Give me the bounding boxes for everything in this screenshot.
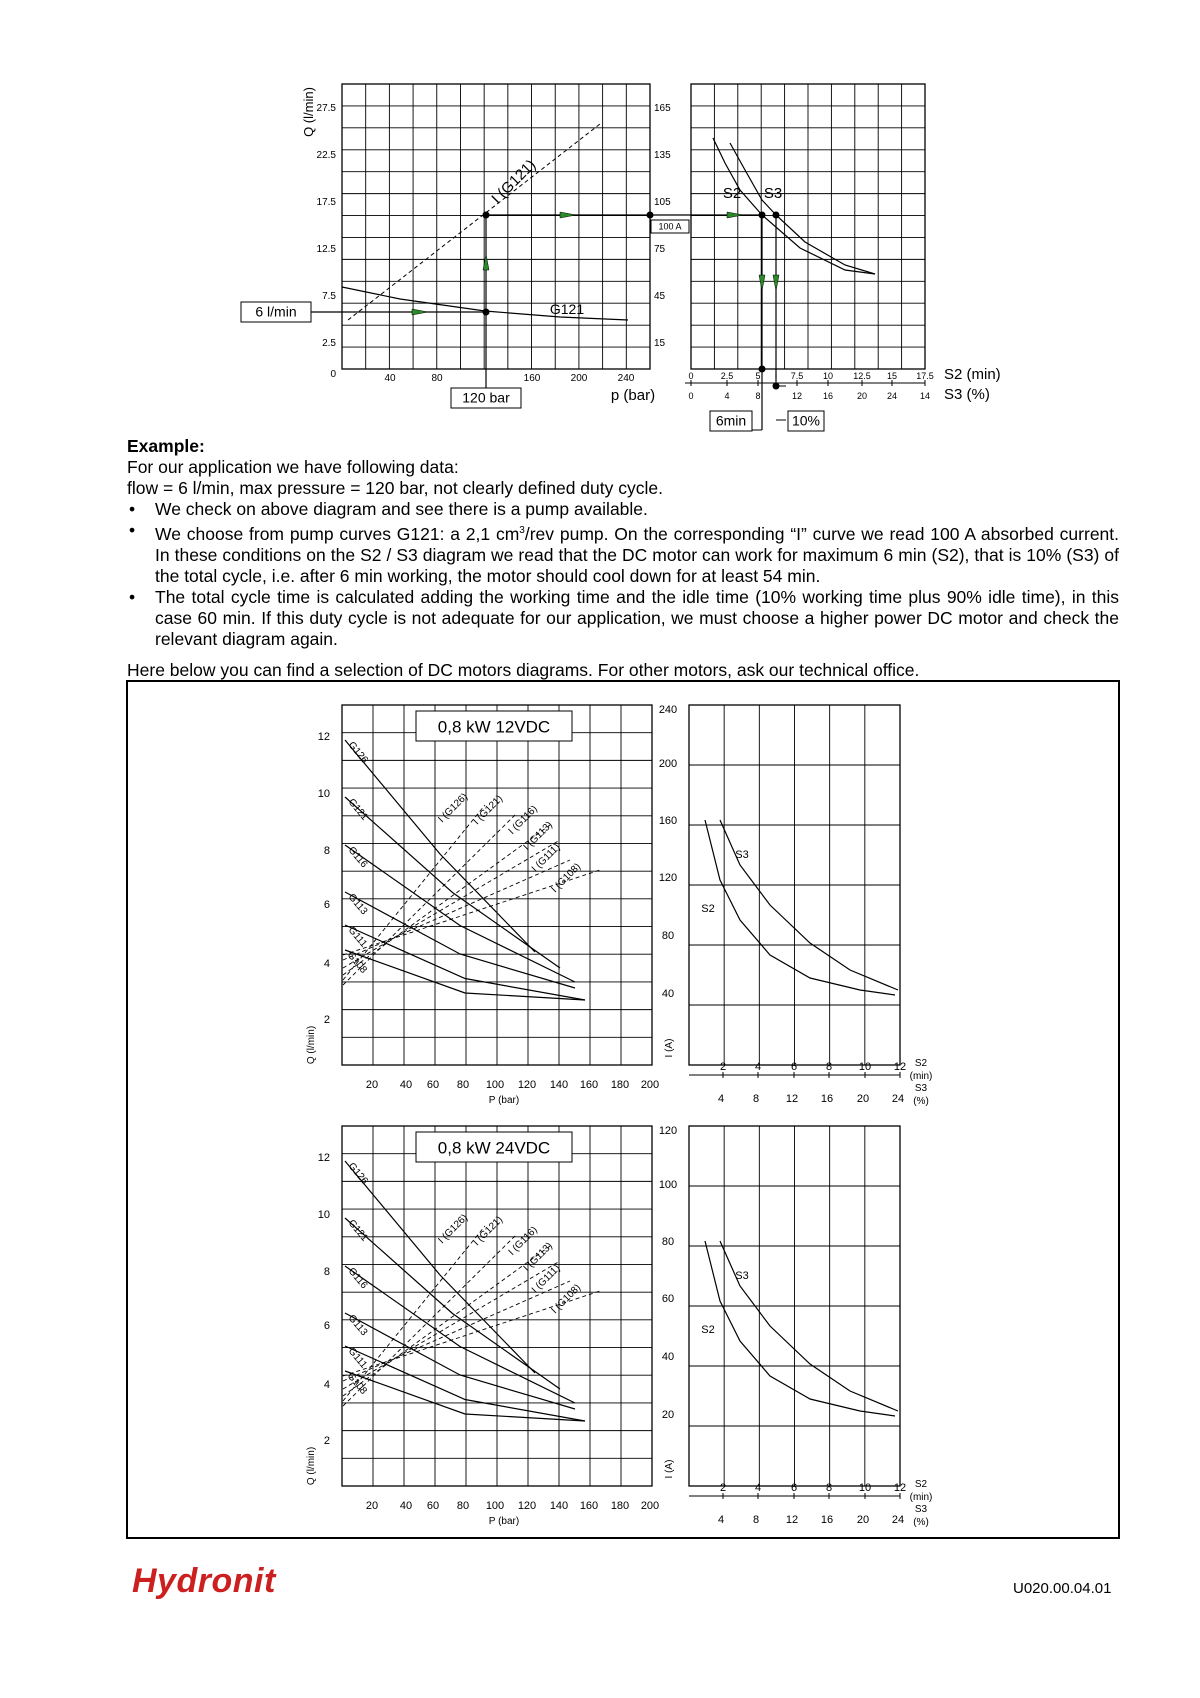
p-tick: 140 (549, 1079, 569, 1091)
current-line-4 (343, 1281, 570, 1381)
current-tick: 60 (661, 1293, 675, 1305)
example-q-tick: 17.5 (316, 197, 336, 208)
q-tick: 2 (323, 1014, 330, 1026)
current-line-label: I (G108) (549, 861, 584, 896)
current-line-label: I (G111) (529, 1262, 563, 1296)
pump-label: G121 (345, 796, 370, 823)
example-q-tick: 0 (330, 369, 336, 380)
current-tick: 40 (661, 988, 675, 1000)
example-q-tick: 7.5 (322, 291, 336, 302)
example-time-box: 6min (715, 412, 747, 429)
bullet2-superscript: 3 (519, 525, 525, 536)
p-tick: 160 (579, 1500, 599, 1512)
s2-unit-bottom: (min) (909, 1071, 933, 1082)
pump-label: G108 (344, 1370, 369, 1397)
example-curve-s2 (713, 138, 875, 274)
p-tick: 20 (365, 1079, 379, 1091)
current-tick: 100 (658, 1179, 678, 1191)
s3-unit-top: S3 (914, 1504, 928, 1515)
pump-label: G116 (345, 844, 370, 871)
current-tick: 160 (658, 815, 678, 827)
example-s2-tick: 15 (886, 371, 898, 381)
green-arrow (759, 275, 765, 291)
example-q-tick: 22.5 (316, 150, 336, 161)
p-tick: 200 (640, 1079, 660, 1091)
current-tick: 80 (661, 930, 675, 942)
s3-tick: 12 (785, 1093, 799, 1105)
current-tick: 200 (658, 758, 678, 770)
current-tick: 40 (661, 1351, 675, 1363)
s2-tick: 8 (825, 1061, 833, 1073)
motor1-diagram (306, 704, 932, 1107)
example-s2-tick: 5 (755, 371, 761, 381)
current-axis-label: I (A) (664, 1038, 675, 1058)
example-s3-tick: 24 (886, 391, 898, 401)
selection-note: Here below you can find a selection of DC motors diagrams. For other motors, ask our technical office. (127, 659, 920, 680)
example-s2-tick: 7.5 (790, 371, 804, 381)
p-tick: 80 (456, 1079, 470, 1091)
hydronit-logo: Hydronit (132, 1562, 276, 1600)
example-pump-grid (342, 84, 650, 369)
example-s2-tick: 17.5 (916, 371, 934, 381)
s2-tick: 8 (825, 1482, 833, 1494)
s3-tick: 24 (891, 1093, 905, 1105)
example-s3-tick: 8 (755, 391, 761, 401)
example-q-tick: 12.5 (316, 244, 336, 255)
q-tick: 10 (317, 1209, 330, 1221)
s2-tick: 6 (790, 1061, 798, 1073)
p-axis-label: P (bar) (488, 1095, 520, 1106)
p-tick: 20 (365, 1500, 379, 1512)
current-tick: 120 (658, 1125, 678, 1137)
s3-tick: 20 (856, 1093, 870, 1105)
p-tick: 60 (426, 1079, 440, 1091)
pump-curve-g108 (345, 1371, 585, 1421)
pump-curve-g126 (345, 740, 535, 952)
green-arrow (727, 212, 743, 218)
bullet2-text-a: We choose from pump curves G121: a 2,1 cm (155, 523, 520, 544)
p-tick: 60 (426, 1500, 440, 1512)
example-curve-s3 (730, 143, 875, 274)
green-arrow (773, 275, 779, 291)
s3-tick: 16 (820, 1514, 834, 1526)
p-tick: 100 (485, 1500, 505, 1512)
example-percent-box: 10% (791, 412, 821, 429)
example-s2-tick: 12.5 (853, 371, 871, 381)
s2-tick: 10 (858, 1061, 872, 1073)
current-duty-grid (689, 705, 900, 1065)
green-arrow (412, 309, 428, 315)
current-line-0 (343, 805, 485, 980)
example-line2: flow = 6 l/min, max pressure = 120 bar, not clearly defined duty cycle. (127, 478, 663, 498)
current-line-0 (343, 1226, 485, 1401)
current-tick: 80 (661, 1236, 675, 1248)
curve-s2 (705, 1241, 895, 1416)
example-diagram (241, 84, 1001, 431)
example-s2-label: S2 (722, 185, 742, 202)
q-axis-label: Q (l/min) (306, 1446, 317, 1486)
pump-curve-g108 (345, 950, 585, 1000)
example-p-tick: 160 (523, 373, 541, 384)
current-line-label: I (G126) (436, 791, 471, 826)
curve-s3 (720, 1241, 898, 1411)
grid-frame (342, 84, 650, 369)
s3-unit-bottom: (%) (913, 1096, 929, 1107)
example-bullet2 (127, 520, 1119, 587)
example-q-tick: 2.5 (322, 338, 336, 349)
s2-tick: 10 (858, 1482, 872, 1494)
s3-unit-top: S3 (914, 1083, 928, 1094)
q-tick: 4 (323, 1379, 330, 1391)
example-s3-tick: 16 (822, 391, 834, 401)
current-line-label: I (G113) (521, 819, 555, 853)
q-tick: 6 (323, 899, 330, 911)
curve-s2 (705, 820, 895, 995)
pump-label: G108 (344, 949, 369, 976)
pump-label: G113 (345, 1312, 370, 1339)
example-bullet3: • The total cycle time is calculated adding the working time and the idle time (10% working time plus 90% idle time), in this case 60 min. If this duty cycle is not adequate for our application, we must choose a higher power DC motor and check the relevant diagram again. (127, 587, 1119, 650)
current-line-label: I (G121) (471, 793, 506, 828)
motor-title: 0,8 kW 24VDC (437, 1138, 551, 1158)
green-arrow (560, 212, 576, 218)
current-line-2 (343, 825, 550, 975)
bullet2-text-b: /rev pump. On the corresponding “I” curve we read 100 A absorbed current. In these conditions on the S2 / S3 diagram we read that the DC motor can work for maximum 6 min (S2), that is 10% (S3) of the total cycle, i.e. after 6 min working, the motor should cool down for at least 54 min. (155, 523, 1120, 586)
example-curve-g-label: G121 (549, 301, 585, 317)
s3-label: S3 (735, 849, 749, 861)
current-tick: 120 (658, 872, 678, 884)
p-tick: 180 (610, 1500, 630, 1512)
motor2-diagram (306, 1125, 932, 1528)
example-s3-tick: 4 (724, 391, 730, 401)
current-line-4 (343, 860, 570, 960)
s2-unit-top: S2 (914, 1058, 928, 1069)
current-duty-grid (689, 1126, 900, 1486)
p-tick: 40 (399, 1500, 413, 1512)
s2-unit-bottom: (min) (909, 1492, 933, 1503)
s2-label: S2 (701, 903, 715, 915)
p-tick: 200 (640, 1500, 660, 1512)
current-tick: 20 (661, 1409, 675, 1421)
s3-unit-bottom: (%) (913, 1517, 929, 1528)
example-p-tick: 240 (617, 373, 635, 384)
example-s3-axis-label: S3 (%) (944, 386, 990, 403)
current-line-label: I (G116) (506, 1224, 540, 1258)
marker-dot (483, 212, 490, 219)
p-tick: 180 (610, 1079, 630, 1091)
example-current-box: 100 A (658, 221, 682, 232)
s3-label: S3 (735, 1270, 749, 1282)
q-tick: 8 (323, 845, 330, 857)
p-axis-label: P (bar) (488, 1516, 520, 1527)
current-line-label: I (G108) (549, 1282, 584, 1317)
s2-tick: 12 (893, 1482, 907, 1494)
example-s2-axis-label: S2 (min) (944, 366, 1001, 383)
p-tick: 140 (549, 1500, 569, 1512)
example-p-tick: 200 (570, 373, 588, 384)
marker-dot (483, 309, 490, 316)
example-pressure-box: 120 bar (462, 389, 510, 406)
example-s3-tick: 0 (688, 391, 694, 401)
curve-s3 (720, 820, 898, 990)
pump-label: G113 (345, 891, 370, 918)
example-s3-label: S3 (763, 185, 783, 202)
current-line-label: I (G116) (506, 803, 540, 837)
example-current-tick: 45 (654, 291, 666, 302)
example-p-tick: 80 (431, 373, 443, 384)
current-line-label: I (G121) (471, 1214, 506, 1249)
q-tick: 4 (323, 958, 330, 970)
example-s3-tick: 14 (919, 391, 931, 401)
example-curve-i-label: I (G121) (488, 156, 540, 208)
s2-tick: 2 (719, 1482, 727, 1494)
current-line-label: I (G113) (521, 1240, 555, 1274)
s3-tick: 4 (717, 1093, 725, 1105)
s3-tick: 12 (785, 1514, 799, 1526)
q-tick: 2 (323, 1435, 330, 1447)
pump-label: G116 (345, 1265, 370, 1292)
motor-title: 0,8 kW 12VDC (437, 717, 551, 737)
example-p-tick: 40 (384, 373, 396, 384)
example-p-axis-label: p (bar) (610, 387, 656, 404)
p-tick: 160 (579, 1079, 599, 1091)
q-tick: 12 (317, 1152, 330, 1164)
q-p-grid (342, 1126, 652, 1486)
example-current-tick: 105 (654, 197, 671, 208)
example-current-tick: 135 (654, 150, 671, 161)
s2-tick: 12 (893, 1061, 907, 1073)
document-code: U020.00.04.01 (1013, 1580, 1112, 1597)
s2-tick: 4 (754, 1482, 762, 1494)
q-tick: 6 (323, 1320, 330, 1332)
s2-unit-top: S2 (914, 1479, 928, 1490)
q-tick: 12 (317, 731, 330, 743)
example-heading: Example: (127, 436, 205, 456)
q-p-grid (342, 705, 652, 1065)
example-s3-tick: 20 (856, 391, 868, 401)
marker-dot (773, 383, 780, 390)
current-axis-label: I (A) (664, 1459, 675, 1479)
s3-tick: 20 (856, 1514, 870, 1526)
p-tick: 120 (517, 1079, 537, 1091)
s3-tick: 8 (752, 1514, 760, 1526)
example-flow-box: 6 l/min (255, 303, 297, 320)
pump-label: G121 (345, 1217, 370, 1244)
example-s3-tick: 12 (791, 391, 803, 401)
pump-label: G126 (345, 739, 370, 766)
pump-label: G111 (345, 1345, 369, 1371)
p-tick: 100 (485, 1079, 505, 1091)
p-tick: 120 (517, 1500, 537, 1512)
q-tick: 8 (323, 1266, 330, 1278)
example-y-axis-label: Q (l/min) (301, 87, 316, 137)
example-s2-tick: 10 (822, 371, 834, 381)
p-tick: 80 (456, 1500, 470, 1512)
example-text (127, 436, 1119, 681)
example-q-tick: 27.5 (316, 103, 336, 114)
pump-label: G111 (345, 924, 369, 950)
example-line1: For our application we have following data: (127, 457, 459, 477)
s2-tick: 2 (719, 1061, 727, 1073)
marker-dot (647, 212, 654, 219)
example-duty-grid (691, 84, 925, 369)
s3-tick: 16 (820, 1093, 834, 1105)
q-axis-label: Q (l/min) (306, 1025, 317, 1065)
current-tick: 240 (658, 704, 678, 716)
s2-tick: 6 (790, 1482, 798, 1494)
example-bullet1: • We check on above diagram and see there is a pump available. (127, 499, 1119, 520)
pump-curve-g126 (345, 1161, 535, 1373)
example-current-tick: 75 (654, 244, 666, 255)
example-current-tick: 15 (654, 338, 666, 349)
current-line-2 (343, 1246, 550, 1396)
s3-tick: 4 (717, 1514, 725, 1526)
example-curve-i-g121 (348, 124, 600, 320)
s3-tick: 24 (891, 1514, 905, 1526)
s2-label: S2 (701, 1324, 715, 1336)
current-line-label: I (G111) (529, 841, 563, 875)
example-s2-tick: 0 (688, 371, 694, 381)
current-line-label: I (G126) (436, 1212, 471, 1247)
motor-diagrams-frame (127, 681, 1119, 1538)
s3-tick: 8 (752, 1093, 760, 1105)
example-current-tick: 165 (654, 103, 671, 114)
p-tick: 40 (399, 1079, 413, 1091)
example-s2-tick: 2.5 (720, 371, 734, 381)
pump-label: G126 (345, 1160, 370, 1187)
q-tick: 10 (317, 788, 330, 800)
s2-tick: 4 (754, 1061, 762, 1073)
